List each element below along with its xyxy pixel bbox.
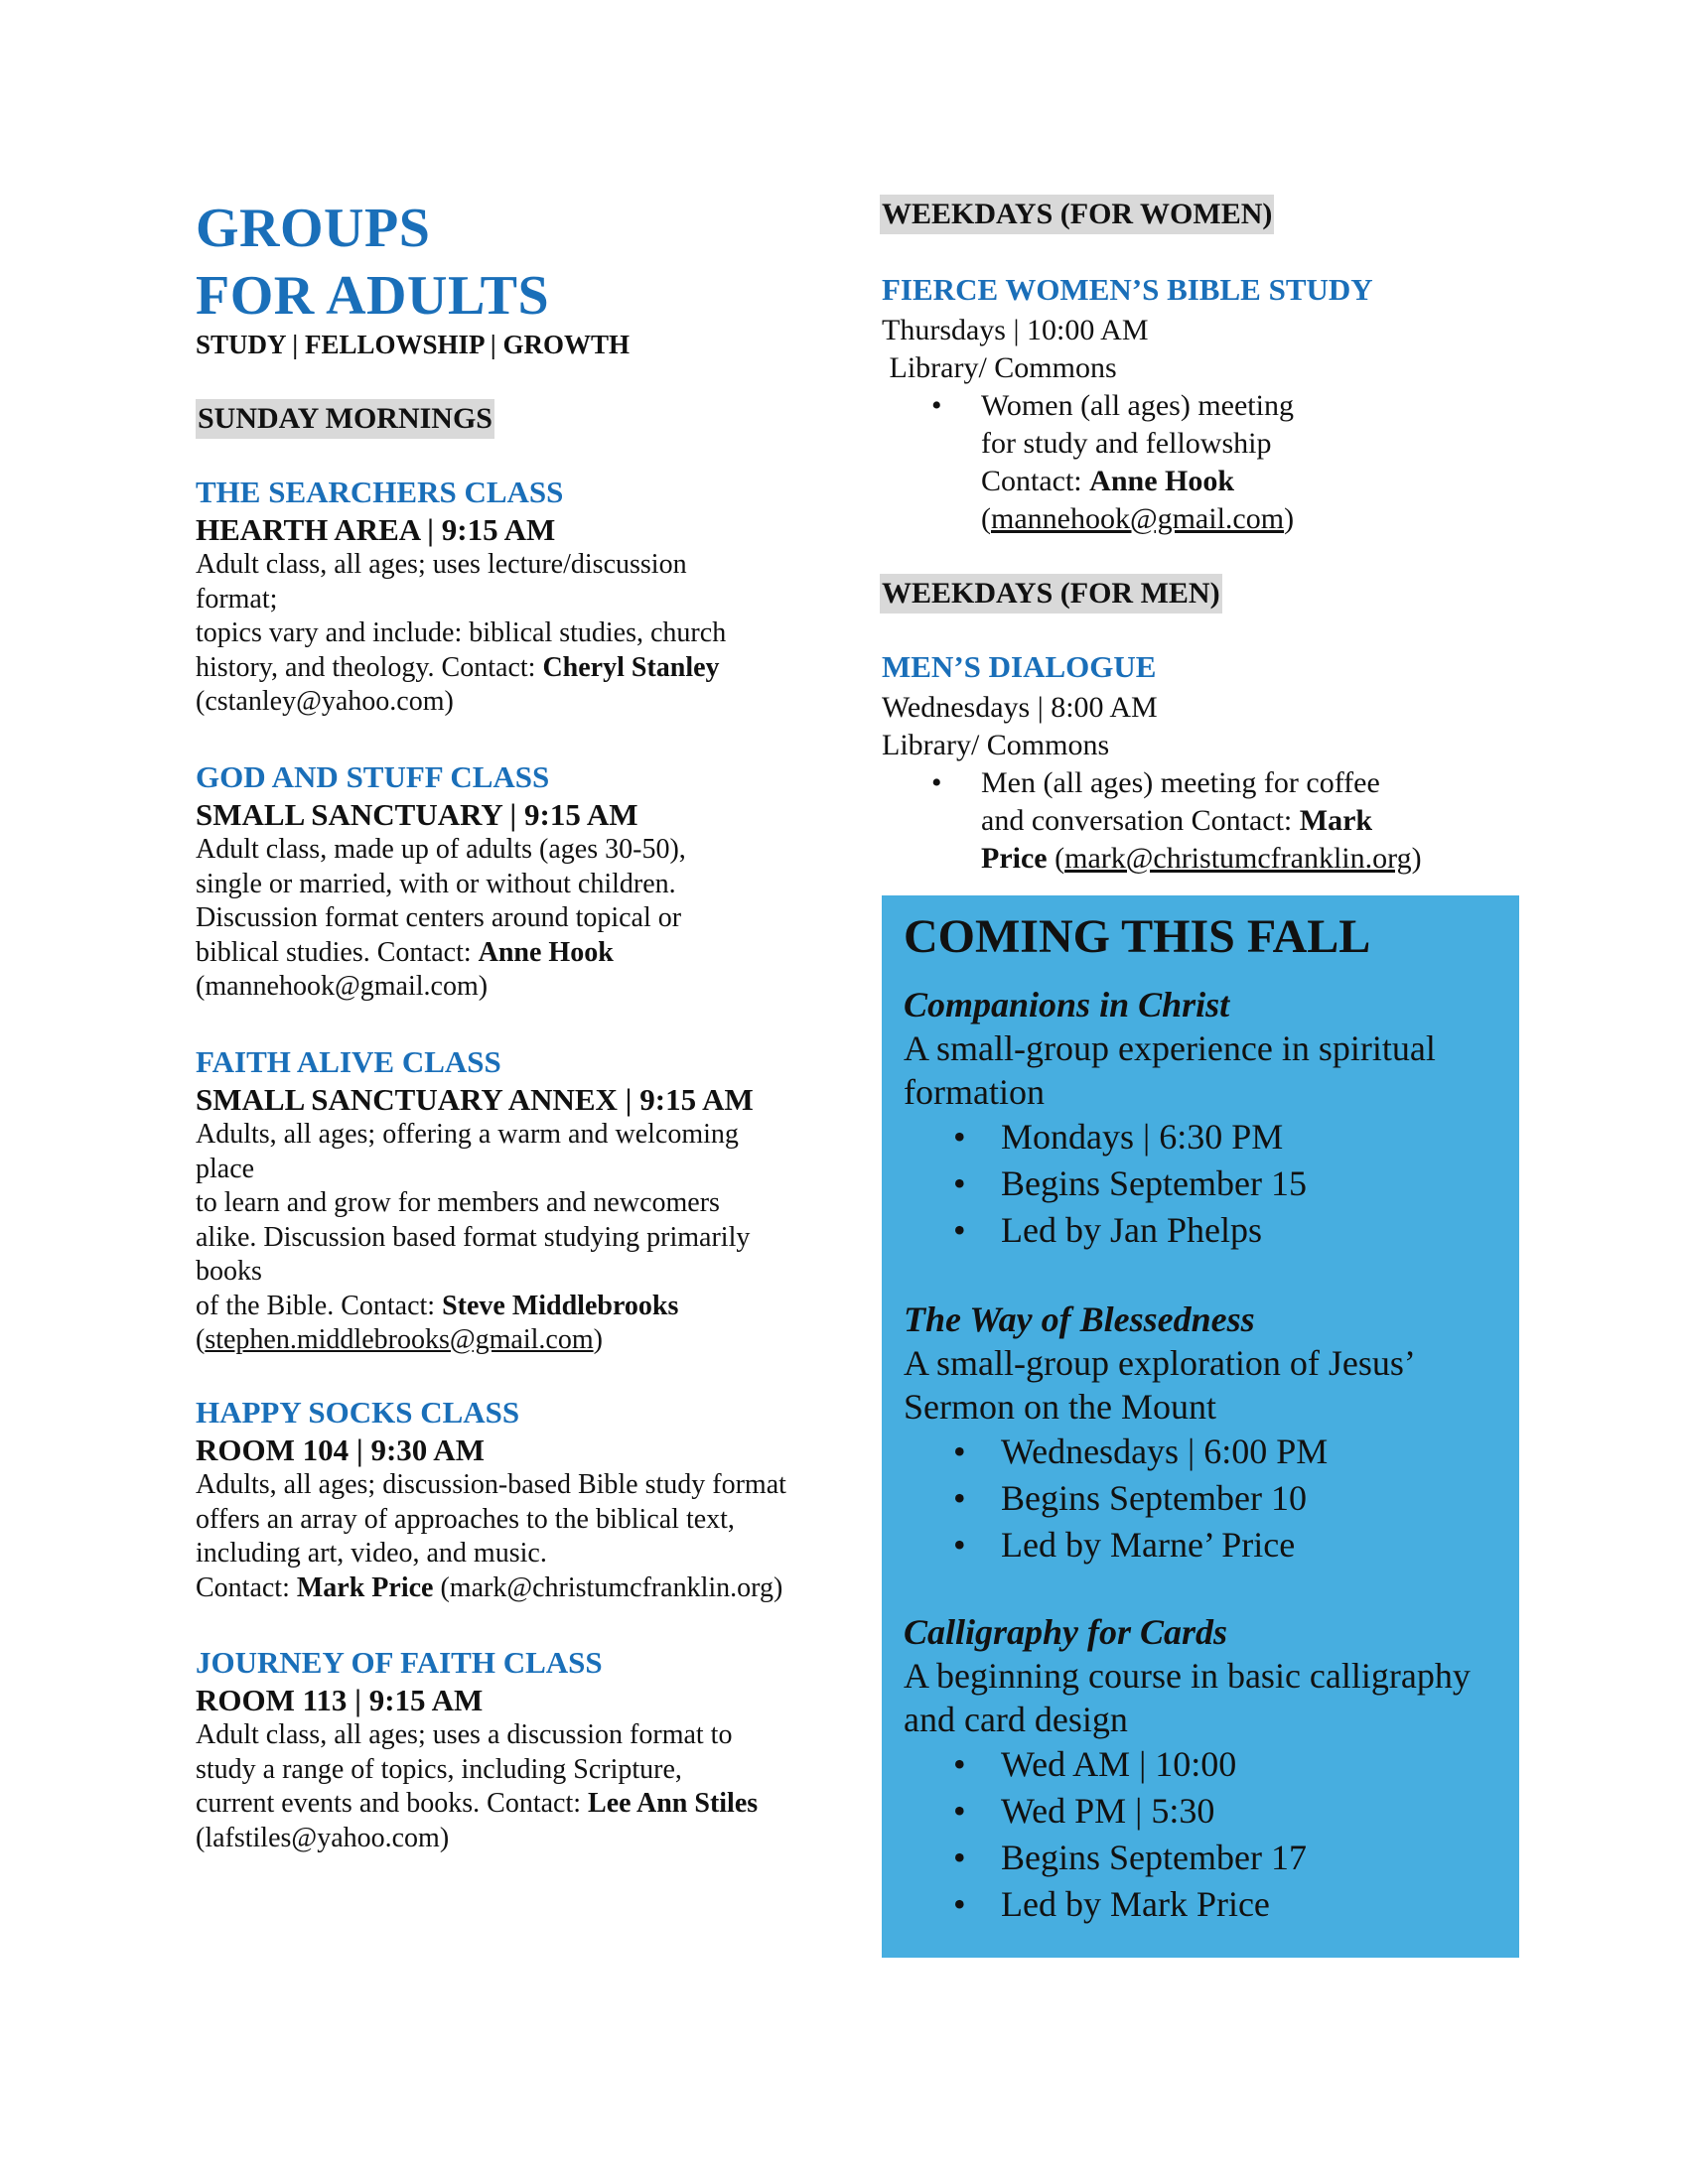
- group-journey-of-faith: [196, 1645, 851, 1855]
- group-bullet: • Men (all ages) meeting for coffee and conversation Contact: Mark Price (mark@christumcfranklin.org): [931, 766, 1422, 875]
- group-location: SMALL SANCTUARY ANNEX | 9:15 AM: [196, 1082, 754, 1117]
- weekdays-women-heading: WEEKDAYS (FOR WOMEN): [880, 195, 1274, 234]
- fall-bullet: • Mondays | 6:30 PM: [953, 1117, 1284, 1157]
- group-description: Adult class, made up of adults (ages 30-50), single or married, with or without children. Discussion format centers around topical or biblical studies. Contact: Anne Hook: [196, 834, 686, 968]
- fall-item-bullets: [904, 1741, 1499, 1928]
- group-place: Library/ Commons: [882, 729, 1110, 761]
- title-line-1: GROUPS: [196, 198, 431, 259]
- email-link[interactable]: mark@christumcfranklin.org: [1064, 842, 1412, 875]
- contact-name: Mark Price: [296, 1571, 434, 1603]
- group-fierce-women: [882, 272, 1517, 538]
- contact-name: Anne Hook: [478, 936, 614, 968]
- group-searchers: [196, 475, 851, 720]
- fall-item-bullets: [904, 1429, 1499, 1569]
- fall-bullet: • Begins September 15: [953, 1163, 1307, 1203]
- group-name: THE SEARCHERS CLASS: [196, 475, 564, 509]
- group-place: Library/ Commons: [882, 351, 1117, 384]
- page-title: [196, 195, 549, 330]
- group-location: HEARTH AREA | 9:15 AM: [196, 512, 556, 547]
- email-link[interactable]: mannehook@gmail.com: [991, 502, 1285, 535]
- contact-name: Mark: [1299, 804, 1373, 837]
- contact-name: Lee Ann Stiles: [588, 1788, 759, 1819]
- contact-name: Steve Middlebrooks: [442, 1290, 679, 1321]
- group-name: FAITH ALIVE CLASS: [196, 1044, 501, 1079]
- contact-email: (mannehook@gmail.com): [196, 971, 489, 1002]
- bullet-icon: •: [931, 389, 942, 422]
- fall-item-desc: A small-group exploration of Jesus’ Sermon on the Mount: [904, 1343, 1414, 1427]
- email-link[interactable]: stephen.middlebrooks@gmail.com: [205, 1324, 594, 1355]
- contact-email: (stephen.middlebrooks@gmail.com): [196, 1324, 603, 1355]
- group-time: Thursdays | 10:00 AM: [882, 314, 1149, 346]
- contact-name: Cheryl Stanley: [542, 651, 720, 683]
- fall-bullet: • Led by Marne’ Price: [953, 1525, 1296, 1565]
- fall-bullet: • Led by Jan Phelps: [953, 1210, 1262, 1250]
- fall-bullet: • Begins September 17: [953, 1838, 1307, 1877]
- tagline: STUDY | FELLOWSHIP | GROWTH: [196, 330, 630, 359]
- fall-item-companions: [904, 983, 1499, 1254]
- fall-item-name: Calligraphy for Cards: [904, 1612, 1228, 1652]
- group-location: SMALL SANCTUARY | 9:15 AM: [196, 797, 638, 832]
- group-location: ROOM 113 | 9:15 AM: [196, 1683, 484, 1717]
- bullet-icon: •: [931, 766, 942, 799]
- group-bullet: • Women (all ages) meeting for study and fellowship Contact: Anne Hook (mannehook@gmail.com): [931, 389, 1295, 535]
- group-happy-socks: [196, 1395, 851, 1605]
- fall-bullet: • Wednesdays | 6:00 PM: [953, 1432, 1329, 1471]
- group-name: GOD AND STUFF CLASS: [196, 759, 550, 794]
- fall-item-name: The Way of Blessedness: [904, 1299, 1255, 1339]
- group-description: Adult class, all ages; uses lecture/discussion format; topics vary and include: biblical studies, church history, and theology. Contact: Cheryl Stanley: [196, 549, 727, 683]
- fall-bullet: • Wed PM | 5:30: [953, 1791, 1215, 1831]
- sunday-mornings-heading: SUNDAY MORNINGS: [196, 399, 494, 439]
- group-description: Adults, all ages; discussion-based Bible study format offers an array of approaches to the biblical text, including art, video, and music. Contact: Mark Price (mark@christumcfranklin.org): [196, 1469, 786, 1603]
- title-line-2: FOR ADULTS: [196, 265, 550, 327]
- group-time: Wednesdays | 8:00 AM: [882, 691, 1158, 724]
- fall-bullet: • Wed AM | 10:00: [953, 1744, 1237, 1784]
- fall-item-desc: A small-group experience in spiritual formation: [904, 1028, 1436, 1112]
- weekdays-men-heading: WEEKDAYS (FOR MEN): [880, 574, 1222, 614]
- contact-email: (mark@christumcfranklin.org): [440, 1571, 783, 1603]
- group-description: Adults, all ages; offering a warm and welcoming place to learn and grow for members and newcomers alike. Discussion based format studying primarily books of the Bible. Contact: Steve Middlebrooks: [196, 1119, 751, 1321]
- group-description: Adult class, all ages; uses a discussion format to study a range of topics, including Scripture, current events and books. Contact: Lee Ann Stiles: [196, 1719, 759, 1819]
- fall-title: COMING THIS FALL: [904, 910, 1371, 963]
- group-name: MEN’S DIALOGUE: [882, 649, 1157, 684]
- group-location: ROOM 104 | 9:30 AM: [196, 1433, 485, 1467]
- fall-bullet: • Begins September 10: [953, 1478, 1307, 1518]
- group-name: JOURNEY OF FAITH CLASS: [196, 1645, 603, 1680]
- group-faith-alive: [196, 1044, 851, 1358]
- contact-name: Anne Hook: [1089, 465, 1235, 497]
- group-name: FIERCE WOMEN’S BIBLE STUDY: [882, 272, 1373, 307]
- group-god-and-stuff: [196, 759, 851, 1005]
- fall-item-calligraphy: [904, 1610, 1499, 1928]
- fall-item-name: Companions in Christ: [904, 985, 1230, 1024]
- group-name: HAPPY SOCKS CLASS: [196, 1395, 520, 1430]
- group-mens-dialogue: [882, 649, 1517, 878]
- coming-this-fall-box: [882, 895, 1519, 1958]
- contact-email: (lafstiles@yahoo.com): [196, 1822, 450, 1853]
- fall-item-desc: A beginning course in basic calligraphy and card design: [904, 1656, 1471, 1739]
- contact-email: (cstanley@yahoo.com): [196, 686, 454, 717]
- fall-item-bullets: [904, 1114, 1499, 1254]
- fall-item-blessedness: [904, 1297, 1499, 1569]
- fall-bullet: • Led by Mark Price: [953, 1884, 1270, 1924]
